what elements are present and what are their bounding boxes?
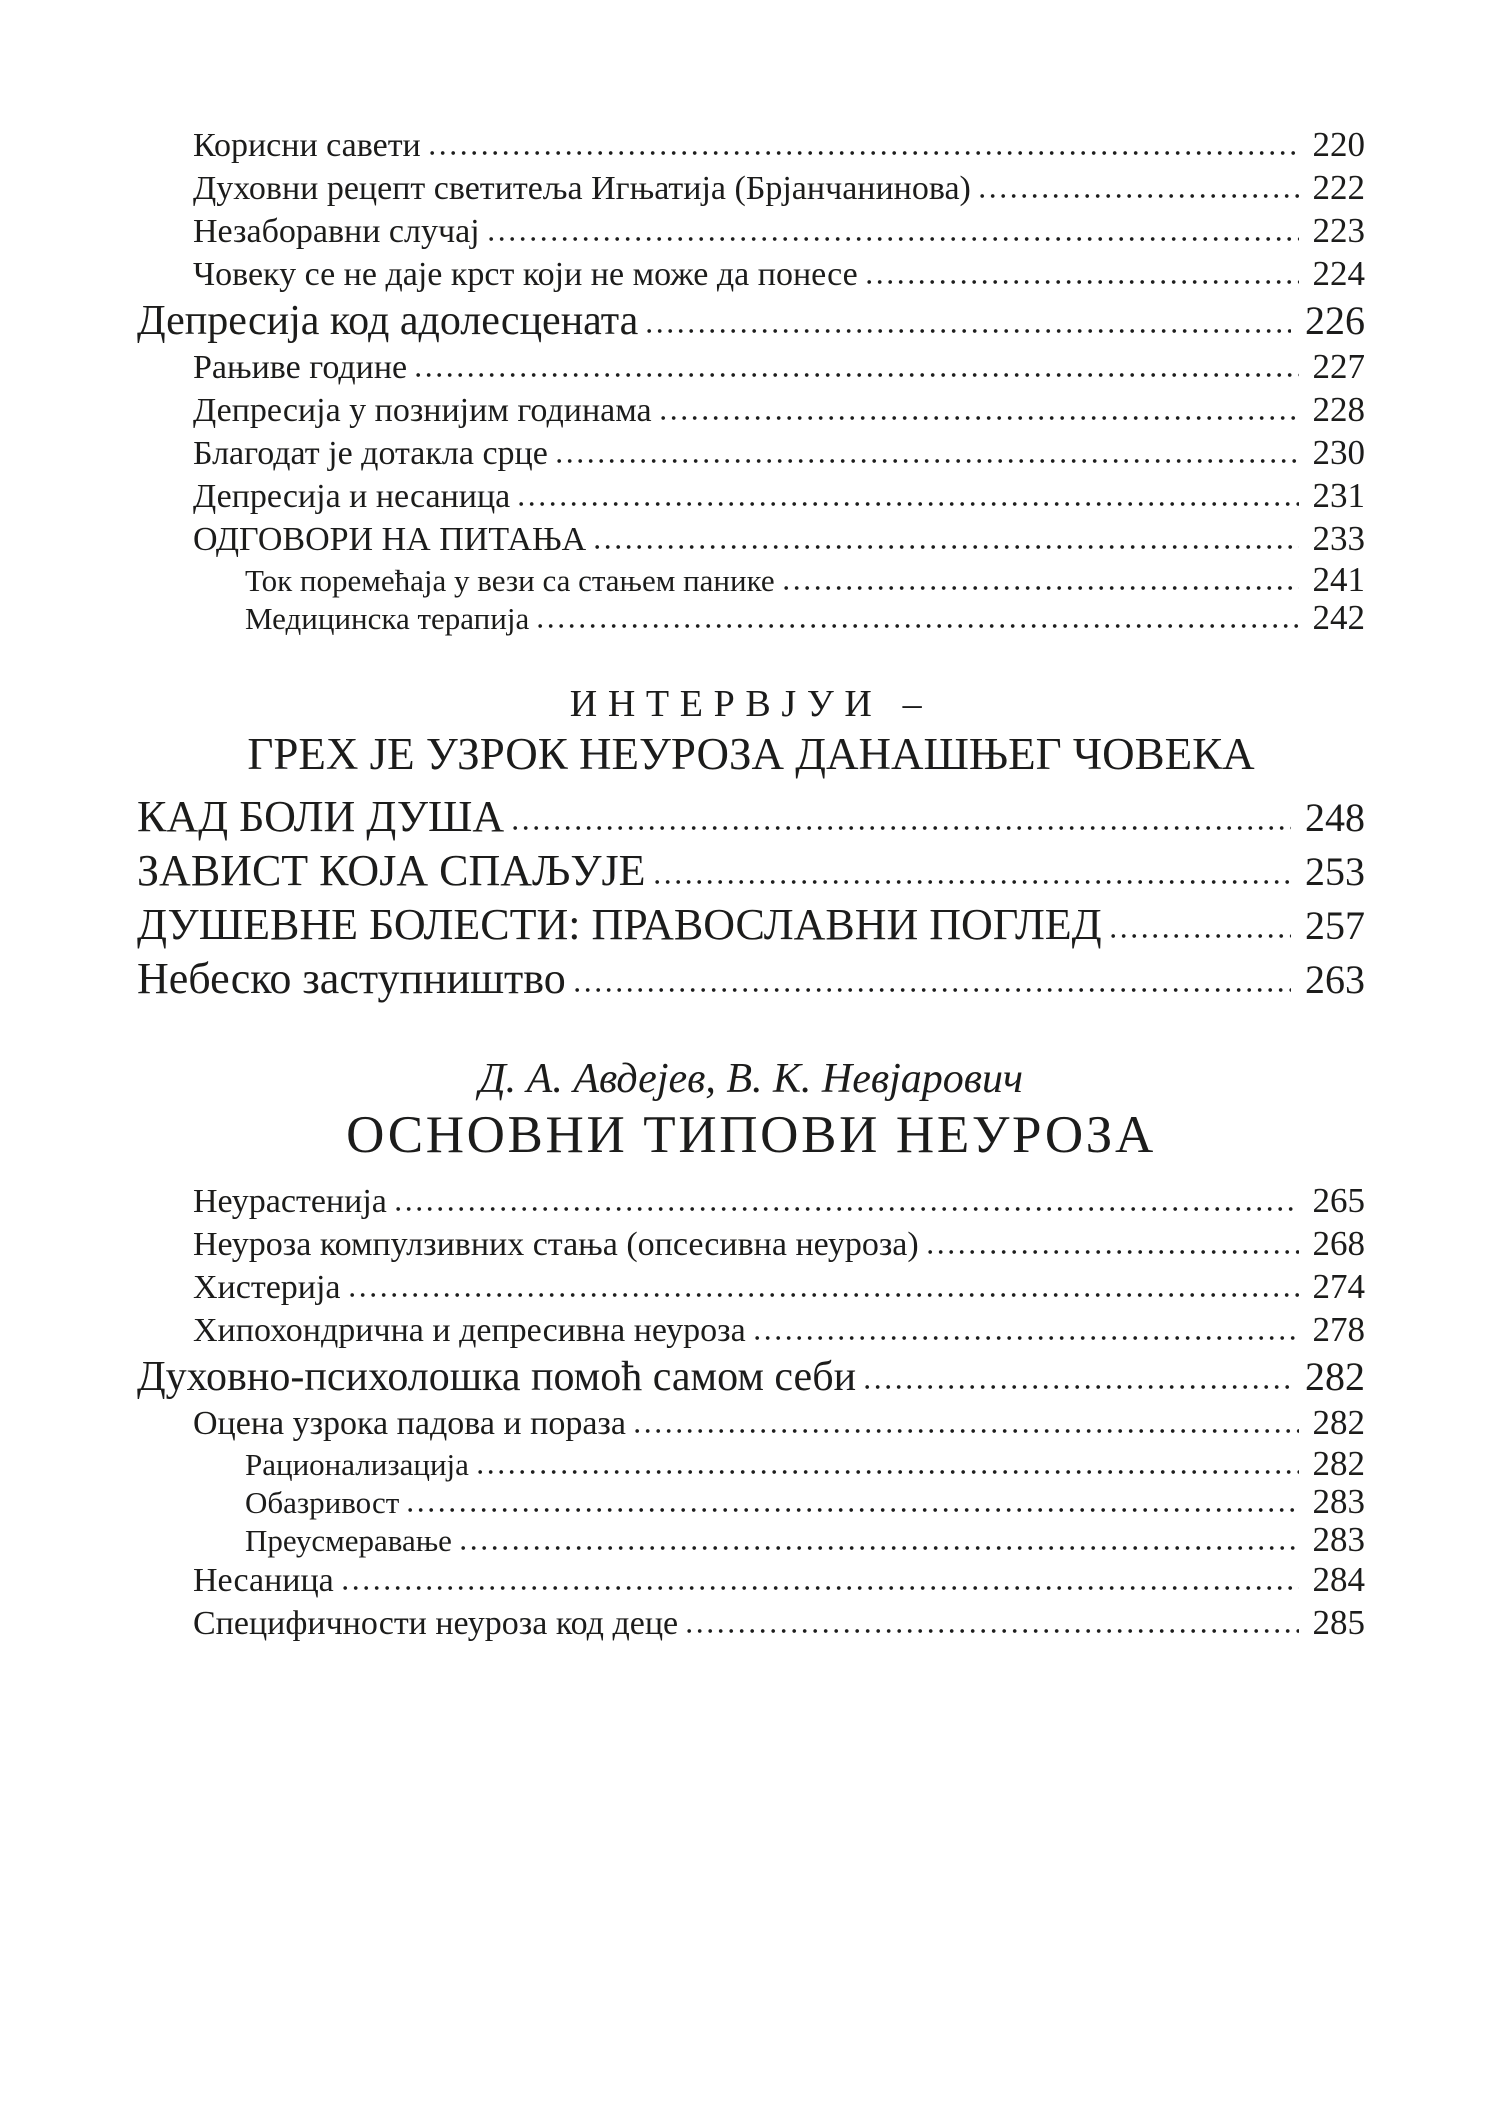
leader-dots [867, 279, 1299, 285]
toc-row [137, 599, 1365, 637]
leader-dots [396, 1206, 1299, 1212]
toc-entry-label: ОДГОВОРИ НА ПИТАЊА [193, 521, 587, 558]
toc-entry-label: Неурастенија [193, 1183, 387, 1220]
toc-row [137, 1223, 1365, 1266]
leader-dots [408, 1507, 1298, 1513]
page-number: 224 [1312, 254, 1365, 293]
toc-row [137, 898, 1365, 952]
leader-dots [430, 150, 1299, 156]
page-number: 257 [1305, 903, 1365, 948]
toc-entry-label: ЗАВИСТ КОЈА СПАЉУЈЕ [137, 846, 646, 895]
page-number: 274 [1312, 1267, 1365, 1306]
toc-entry-label: Ток поремећаја у вези са стањем панике [245, 563, 775, 598]
section-interviews-rows [137, 790, 1365, 1006]
leader-dots [980, 193, 1299, 199]
page-number: 253 [1305, 849, 1365, 894]
toc-entry-label: Корисни савети [193, 127, 421, 164]
toc-sections [137, 124, 1365, 1645]
leader-dots [687, 1628, 1298, 1634]
leader-dots [1111, 933, 1291, 939]
page-number: 248 [1305, 795, 1365, 840]
page-number: 233 [1312, 519, 1365, 558]
leader-dots [755, 1335, 1299, 1341]
page-number: 228 [1312, 390, 1365, 429]
leader-dots [519, 501, 1298, 507]
page-number: 282 [1312, 1444, 1365, 1483]
toc-entry-label: ДУШЕВНЕ БОЛЕСТИ: ПРАВОСЛАВНИ ПОГЛЕД [137, 900, 1102, 949]
toc-row [137, 1483, 1365, 1521]
page-number: 283 [1312, 1520, 1365, 1559]
toc-row [137, 1402, 1365, 1445]
leader-dots [655, 879, 1291, 885]
toc-row [137, 1352, 1365, 1402]
section-interviews-heading [137, 681, 1365, 780]
page-number: 241 [1312, 560, 1365, 599]
page-number: 226 [1305, 298, 1365, 343]
leader-dots [513, 825, 1291, 831]
toc-row [137, 346, 1365, 389]
toc-entry-label: Оцена узрока падова и пораза [193, 1405, 626, 1442]
toc-row [137, 561, 1365, 599]
leader-dots [661, 415, 1299, 421]
leader-dots [595, 544, 1298, 550]
toc-row [137, 253, 1365, 296]
toc-entry-label: Духовни рецепт светитеља Игњатија (Брјанчанинова) [193, 170, 971, 207]
toc-entry-label: Благодат је дотакла срце [193, 435, 548, 472]
toc-entry-label: Обазривост [245, 1485, 400, 1520]
toc-entry-label: Депресија у познијим годинама [193, 392, 652, 429]
toc-entry-label: Специфичности неуроза код деце [193, 1605, 679, 1642]
page-number: 220 [1312, 125, 1365, 164]
toc-entry-label: Медицинска терапија [245, 601, 530, 636]
page-number: 263 [1305, 957, 1365, 1002]
toc-row [137, 389, 1365, 432]
toc-row [137, 432, 1365, 475]
page-number: 265 [1312, 1181, 1365, 1220]
leader-dots [343, 1585, 1299, 1591]
toc-entry-label: Небеско заступништво [137, 954, 566, 1003]
toc-row [137, 210, 1365, 253]
page-number: 268 [1312, 1224, 1365, 1263]
toc-entry-label: Духовно-психолошка помоћ самом себи [137, 1354, 857, 1400]
section-heading-line: ГРЕХ ЈЕ УЗРОК НЕУРОЗА ДАНАШЊЕГ ЧОВЕКА [247, 729, 1255, 779]
toc-row [137, 1559, 1365, 1602]
toc-row [137, 844, 1365, 898]
toc-row [137, 952, 1365, 1006]
leader-dots [575, 987, 1291, 993]
toc-row [137, 167, 1365, 210]
section-neurosis-rows [137, 1180, 1365, 1645]
leader-dots [928, 1249, 1299, 1255]
leader-dots [416, 372, 1298, 378]
toc-entry-label: Преусмеравање [245, 1523, 452, 1558]
toc-row [137, 1445, 1365, 1483]
toc-row [137, 296, 1365, 346]
toc-entry-label: Неуроза компулзивних стања (опсесивна неуроза) [193, 1226, 919, 1263]
section-part1-rows [137, 124, 1365, 637]
toc-row [137, 518, 1365, 561]
page-number: 278 [1312, 1310, 1365, 1349]
section-heading-line: ОСНОВНИ ТИПОВИ НЕУРОЗА [346, 1106, 1156, 1164]
toc-entry-label: Депресија код адолесцената [137, 298, 639, 344]
toc-row [137, 1602, 1365, 1645]
toc-entry-label: Рањиве године [193, 349, 408, 386]
page-number: 242 [1312, 598, 1365, 637]
toc-entry-label: Незаборавни случај [193, 213, 480, 250]
toc-entry-label: Хипохондрична и депресивна неуроза [193, 1312, 746, 1349]
toc-row [137, 1180, 1365, 1223]
toc-entry-label: КАД БОЛИ ДУША [137, 792, 505, 841]
page-number: 222 [1312, 168, 1365, 207]
leader-dots [635, 1428, 1299, 1434]
page-number: 230 [1312, 433, 1365, 472]
toc-entry-label: Хистерија [193, 1269, 341, 1306]
leader-dots [350, 1292, 1299, 1298]
section-heading-line: ИНТЕРВЈУИ – [569, 683, 933, 725]
toc-row [137, 1309, 1365, 1352]
leader-dots [538, 623, 1298, 629]
toc-row [137, 790, 1365, 844]
leader-dots [461, 1545, 1299, 1551]
page-number: 282 [1305, 1354, 1365, 1399]
leader-dots [557, 458, 1299, 464]
toc-entry-label: Депресија и несаница [193, 478, 511, 515]
toc-entry-label: Човеку се не даје крст који не може да понесе [193, 256, 858, 293]
leader-dots [647, 328, 1291, 334]
toc-row [137, 124, 1365, 167]
toc-row [137, 475, 1365, 518]
page-number: 282 [1312, 1403, 1365, 1442]
leader-dots [865, 1384, 1291, 1390]
section-authors-heading [137, 1052, 1365, 1164]
page-number: 223 [1312, 211, 1365, 250]
leader-dots [489, 236, 1299, 242]
page-number: 284 [1312, 1560, 1365, 1599]
leader-dots [478, 1469, 1299, 1475]
section-heading-line: Д. А. Авдејев, В. К. Невјарович [478, 1056, 1024, 1102]
page-number: 231 [1312, 476, 1365, 515]
page-number: 227 [1312, 347, 1365, 386]
page-number: 283 [1312, 1482, 1365, 1521]
page-number: 285 [1312, 1603, 1365, 1642]
toc-entry-label: Рационализација [245, 1447, 469, 1482]
leader-dots [784, 585, 1299, 591]
toc-row [137, 1266, 1365, 1309]
toc-row [137, 1521, 1365, 1559]
toc-entry-label: Несаница [193, 1562, 334, 1599]
